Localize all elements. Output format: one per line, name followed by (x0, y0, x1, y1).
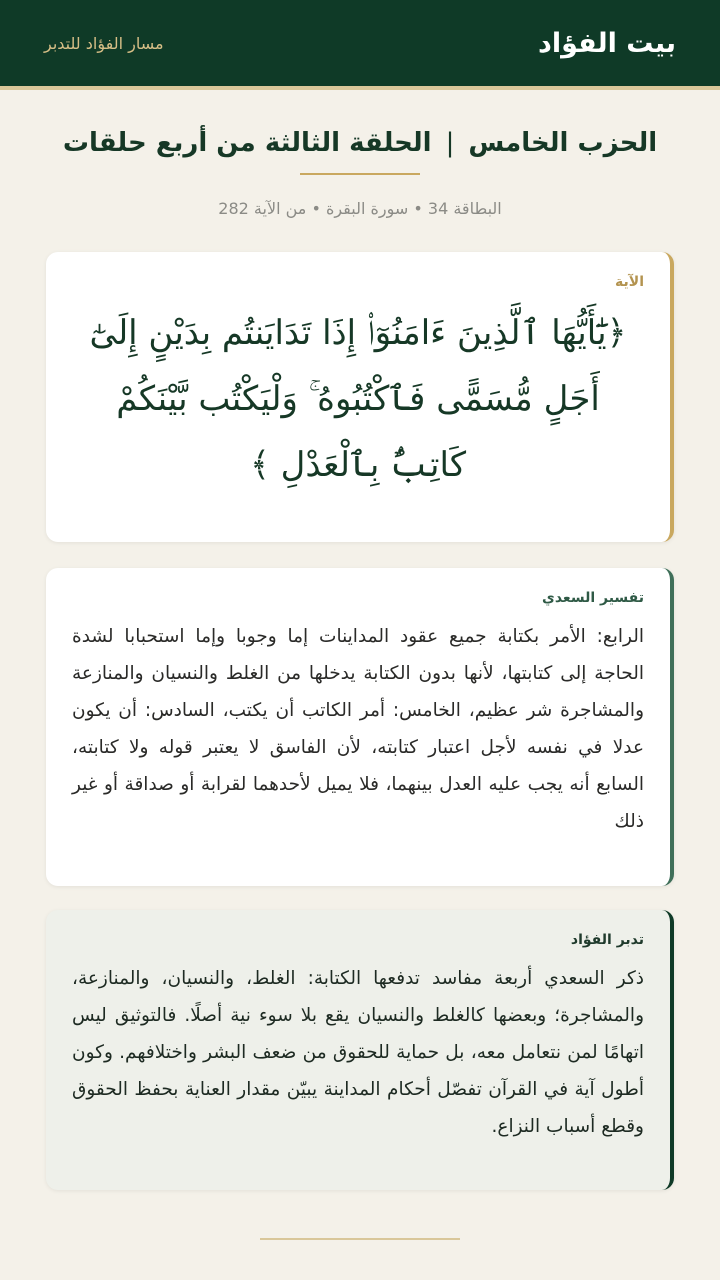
tafsir-label: تفسير السعدي (542, 590, 644, 606)
title-separator: | (445, 128, 455, 158)
section-title (0, 128, 720, 158)
app-title: بيت الفؤاد (537, 27, 676, 59)
title-underline (300, 173, 420, 175)
card-meta: البطاقة 34 • سورة البقرة • من الآية 282 (218, 199, 502, 218)
verse-label: الآية (615, 274, 644, 290)
tadabbur-label: تدبر الفؤاد (570, 932, 644, 948)
footer-divider (260, 1238, 460, 1240)
tafsir-text: الرابع: الأمر بكتابة جميع عقود المداينات إما وجوبا وإما استحبابا لشدة الحاجة إلى كتابتها، لأنها بدون الكتابة يدخلها من الغلط والنسيان والمنازعة والمشاجرة شر عظيم، الخامس: أمر الكاتب أن يكتب، السادس: أن يكون عدلا في نفسه لأجل اعتبار كتابته، لأن الفاسق لا يعتبر قوله ولا كتابته، السابع أنه يجب عليه العدل بينهما، فلا يميل لأحدهما لقرابة أو صداقة أو غير ذلك (72, 626, 644, 832)
tadabbur-text: ذكر السعدي أربعة مفاسد تدفعها الكتابة: الغلط، والنسيان، والمنازعة، والمشاجرة؛ وبعضها كالغلط والنسيان يقع بلا سوء نية أصلًا. فالتوثيق ليس اتهامًا لمن نتعامل معه، بل حماية للحقوق من ضعف البشر واختلافهم. وكون أطول آية في القرآن تفصّل أحكام المداينة يبيّن مقدار العناية بحفظ الحقوق وقطع أسباب النزاع. (72, 968, 644, 1137)
verse-card (46, 252, 674, 542)
verse-text: ﴿يَٰٓأَيُّهَا ٱلَّذِينَ ءَامَنُوٓا۟ إِذَا تَدَايَنتُم بِدَيْنٍ إِلَىٰٓ أَجَلٍ مُّسَمًّى فَٱكْتُبُوهُ ۚ وَلْيَكْتُب بَّيْنَكُمْ كَاتِبٌۢ بِٱلْعَدْلِ ﴾ (89, 313, 627, 485)
hizb-label: الحزب الخامس (468, 128, 658, 158)
app-header (0, 0, 720, 90)
app-tagline: مسار الفؤاد للتدبر (44, 33, 164, 53)
tadabbur-card (46, 910, 674, 1190)
halaqa-label: الحلقة الثالثة من أربع حلقات (62, 128, 432, 158)
tafsir-card (46, 568, 674, 886)
